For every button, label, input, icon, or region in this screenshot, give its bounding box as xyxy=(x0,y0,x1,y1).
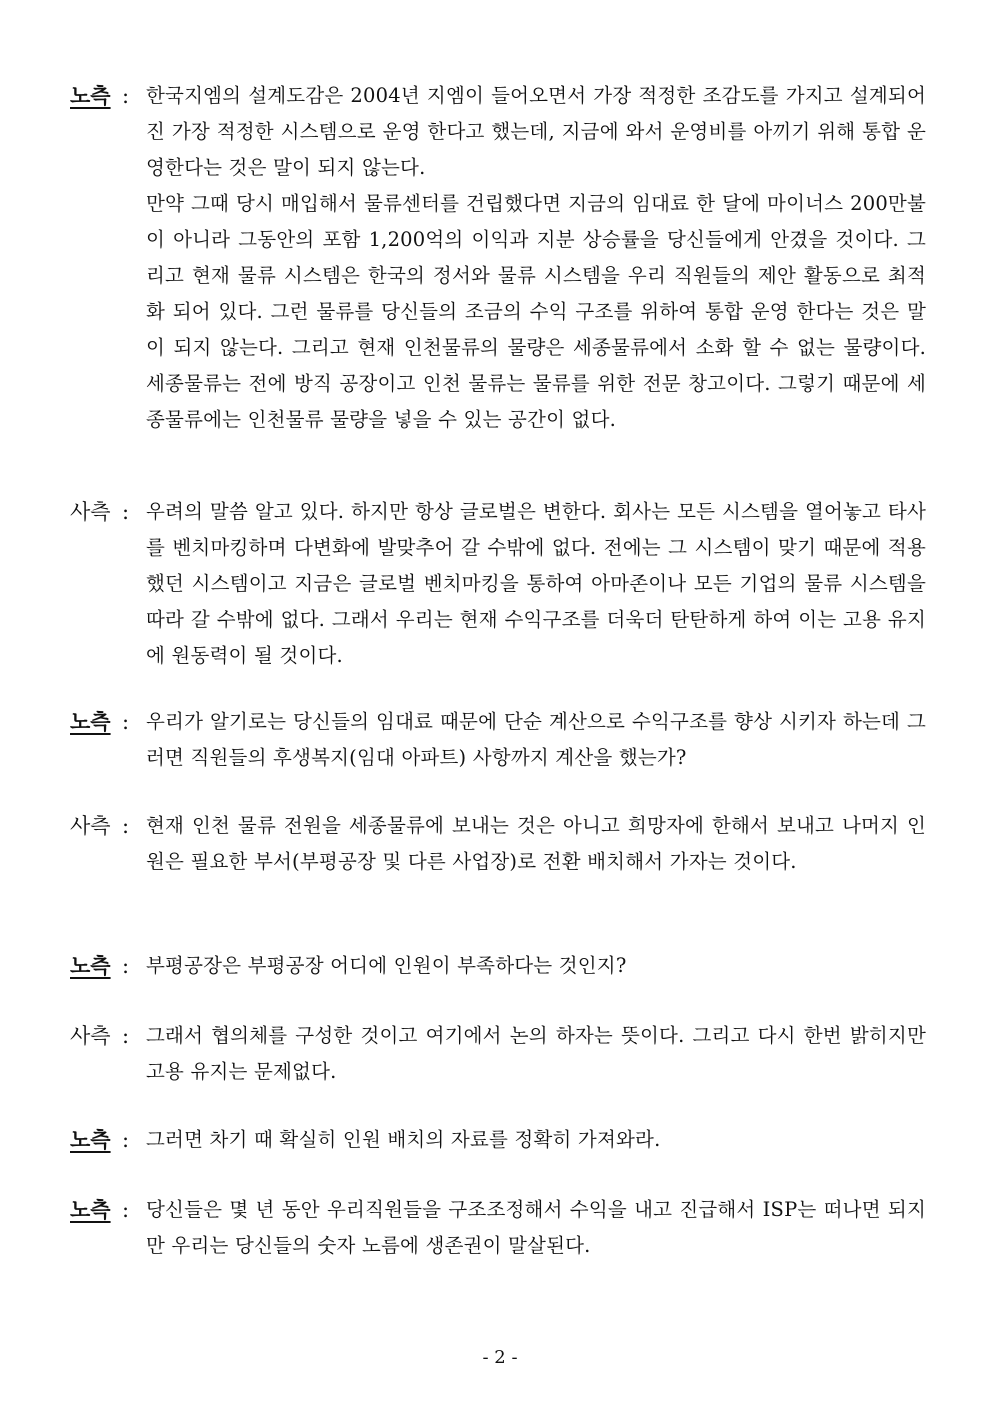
speaker-separator: : xyxy=(122,954,130,978)
statement-text xyxy=(146,808,926,880)
speaker-label-labor: 노측 xyxy=(70,709,111,734)
speaker-separator: : xyxy=(122,84,130,108)
speaker-separator: : xyxy=(122,1024,130,1048)
speaker-label-labor: 노측 xyxy=(70,953,111,978)
statement-paragraph: 그러면 차기 때 확실히 인원 배치의 자료를 정확히 가져와라. xyxy=(146,1128,661,1151)
statement-paragraph: 한국지엠의 설계도감은 2004년 지엠이 들어오면서 가장 적정한 조감도를 가지고 설계되어진 가장 적정한 시스템으로 운영 한다고 했는데, 지금에 와서 운영비를 아끼기 위해 통합 운영한다는 것은 말이 되지 않는다. xyxy=(146,84,926,179)
statement-paragraph: 우려의 말씀 알고 있다. 하지만 항상 글로벌은 변한다. 회사는 모든 시스템을 열어놓고 타사를 벤치마킹하며 다변화에 발맞추어 갈 수밖에 없다. 전에는 그 시스템이 맞기 때문에 적용했던 시스템이고 지금은 글로벌 벤치마킹을 통하여 아마존이나 모든 기업의 물류 시스템을 따라 갈 수밖에 없다. 그래서 우리는 현재 수익구조를 더욱더 탄탄하게 하여 이는 고용 유지에 원동력이 될 것이다. xyxy=(146,500,926,667)
speaker-separator: : xyxy=(122,1198,130,1222)
statement-text xyxy=(146,78,926,438)
speaker-label-management: 사측 xyxy=(70,500,111,524)
statement-paragraph: 부평공장은 부평공장 어디에 인원이 부족하다는 것인지? xyxy=(146,954,627,977)
statement-text xyxy=(146,948,926,984)
speaker-label-labor: 노측 xyxy=(70,1127,111,1152)
statement-paragraph: 만약 그때 당시 매입해서 물류센터를 건립했다면 지금의 임대료 한 달에 마이너스 200만불이 아니라 그동안의 포함 1,200억의 이익과 지분 상승률을 당신들에게 안겼을 것이다. 그리고 현재 물류 시스템은 한국의 정서와 물류 시스템을 우리 직원들의 제안 활동으로 최적화 되어 있다. 그런 물류를 당신들의 조금의 수익 구조를 위하여 통합 운영 한다는 것은 말이 되지 않는다. 그리고 현재 인천물류의 물량은 세종물류에서 소화 할 수 없는 물량이다. 세종물류는 전에 방직 공장이고 인천 물류는 물류를 위한 전문 창고이다. 그렇기 때문에 세종물류에는 인천물류 물량을 넣을 수 있는 공간이 없다. xyxy=(146,192,926,431)
statement-text xyxy=(146,1192,926,1264)
speaker-separator: : xyxy=(122,1128,130,1152)
statement-text xyxy=(146,1122,926,1158)
statement-paragraph: 현재 인천 물류 전원을 세종물류에 보내는 것은 아니고 희망자에 한해서 보내고 나머지 인원은 필요한 부서(부평공장 및 다른 사업장)로 전환 배치해서 가자는 것이다. xyxy=(146,814,926,873)
statement-paragraph: 우리가 알기로는 당신들의 임대료 때문에 단순 계산으로 수익구조를 향상 시키자 하는데 그러면 직원들의 후생복지(임대 아파트) 사항까지 계산을 했는가? xyxy=(146,710,926,769)
speaker-label-management: 사측 xyxy=(70,1024,111,1048)
speaker-label-labor: 노측 xyxy=(70,1197,111,1222)
statement-paragraph: 그래서 협의체를 구성한 것이고 여기에서 논의 하자는 뜻이다. 그리고 다시 한번 밝히지만 고용 유지는 문제없다. xyxy=(146,1024,926,1083)
speaker-label-labor: 노측 xyxy=(70,83,111,108)
page-number: - 2 - xyxy=(482,1347,518,1368)
speaker-separator: : xyxy=(122,814,130,838)
statement-text xyxy=(146,494,926,674)
statement-text xyxy=(146,704,926,776)
statement-paragraph: 당신들은 몇 년 동안 우리직원들을 구조조정해서 수익을 내고 진급해서 ISP는 떠나면 되지만 우리는 당신들의 숫자 노름에 생존권이 말살된다. xyxy=(146,1198,926,1257)
speaker-label-management: 사측 xyxy=(70,814,111,838)
speaker-separator: : xyxy=(122,500,130,524)
speaker-separator: : xyxy=(122,710,130,734)
statement-text xyxy=(146,1018,926,1090)
